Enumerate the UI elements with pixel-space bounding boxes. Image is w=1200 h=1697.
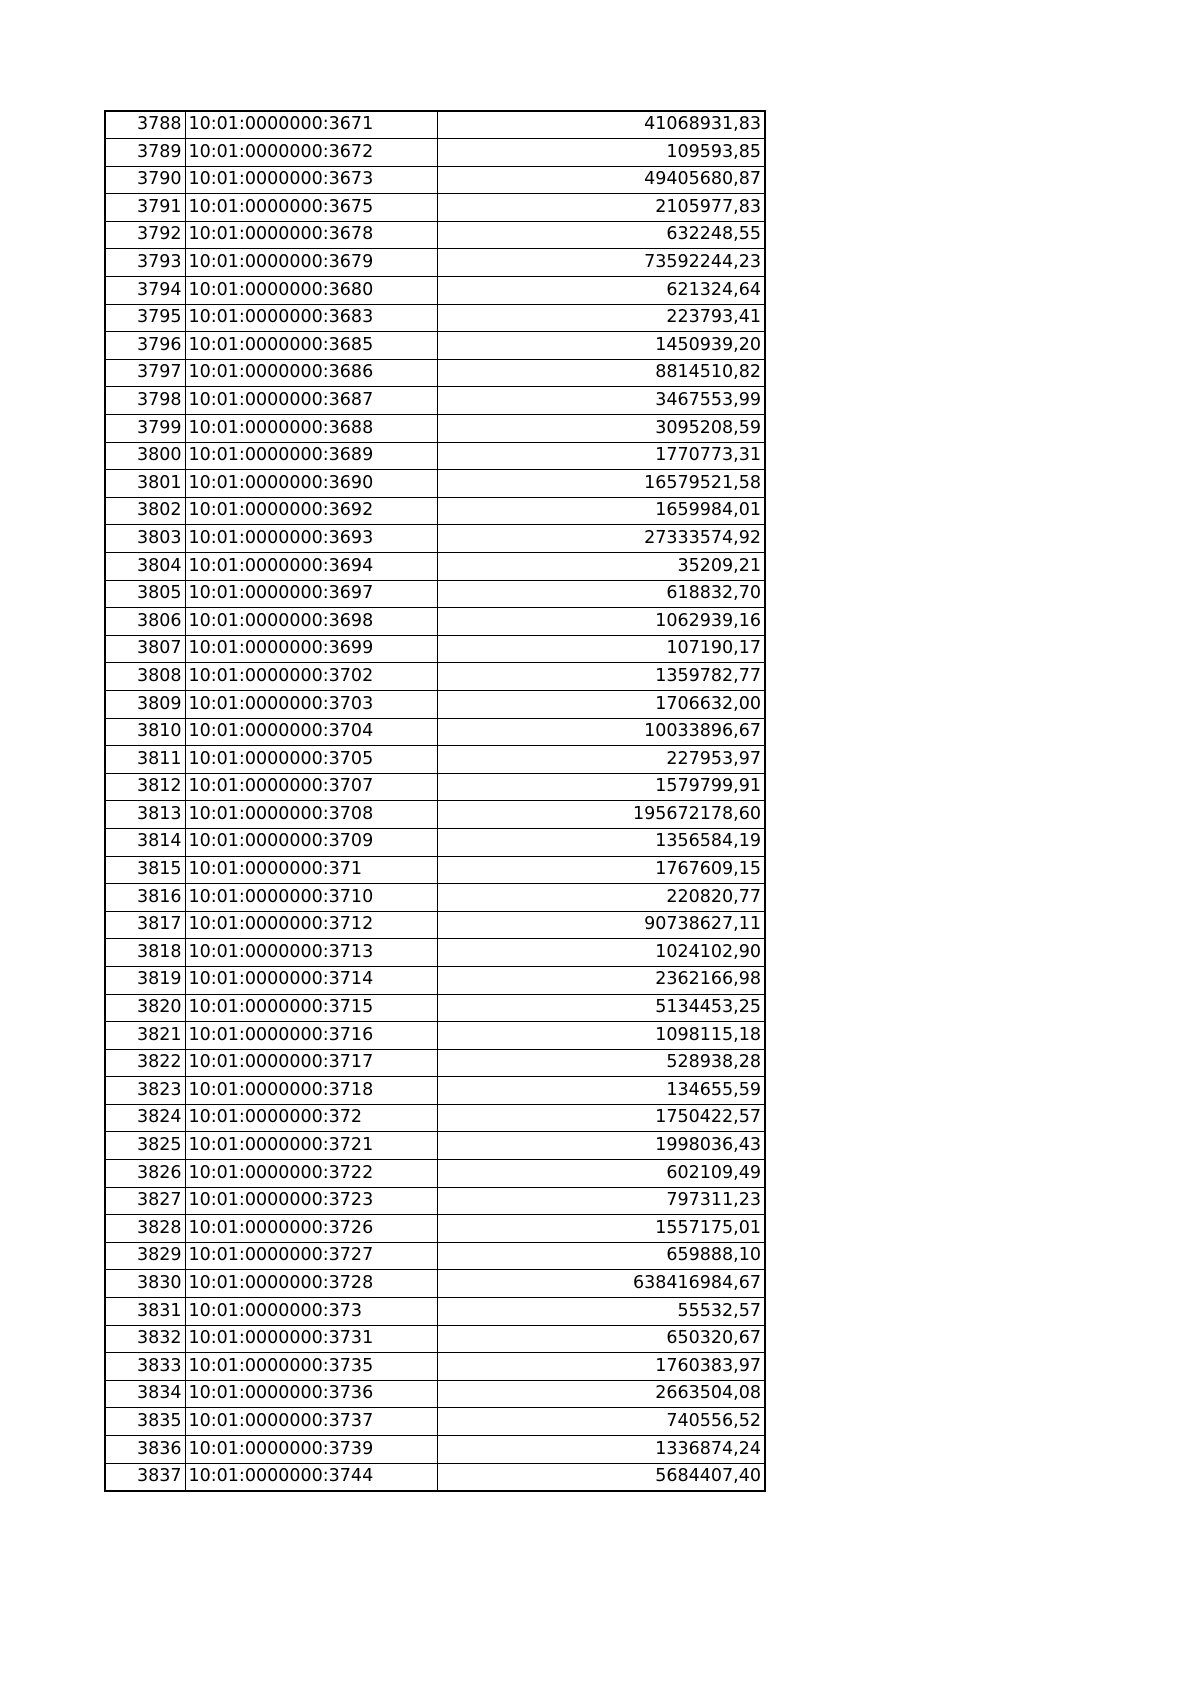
value-cell: 27333574,92 [437, 525, 765, 553]
cadastral-number-cell: 10:01:0000000:3709 [185, 828, 437, 856]
table-row [105, 856, 765, 884]
data-table [104, 110, 766, 1492]
table-row [105, 801, 765, 829]
row-number-cell: 3804 [105, 553, 185, 581]
row-number-cell: 3817 [105, 911, 185, 939]
row-number-cell: 3835 [105, 1408, 185, 1436]
value-cell: 107190,17 [437, 635, 765, 663]
value-cell: 740556,52 [437, 1408, 765, 1436]
value-cell: 621324,64 [437, 277, 765, 305]
cadastral-number-cell: 10:01:0000000:3736 [185, 1380, 437, 1408]
value-cell: 1098115,18 [437, 1022, 765, 1050]
table-row [105, 525, 765, 553]
cadastral-number-cell: 10:01:0000000:3698 [185, 608, 437, 636]
row-number-cell: 3791 [105, 194, 185, 222]
row-number-cell: 3794 [105, 277, 185, 305]
row-number-cell: 3825 [105, 1132, 185, 1160]
value-cell: 35209,21 [437, 553, 765, 581]
cadastral-number-cell: 10:01:0000000:3672 [185, 139, 437, 167]
row-number-cell: 3818 [105, 939, 185, 967]
cadastral-number-cell: 10:01:0000000:3673 [185, 166, 437, 194]
table-row [105, 277, 765, 305]
table-row [105, 1160, 765, 1188]
value-cell: 528938,28 [437, 1049, 765, 1077]
row-number-cell: 3821 [105, 1022, 185, 1050]
cadastral-number-cell: 10:01:0000000:3708 [185, 801, 437, 829]
value-cell: 55532,57 [437, 1298, 765, 1326]
cadastral-number-cell: 10:01:0000000:373 [185, 1298, 437, 1326]
cadastral-number-cell: 10:01:0000000:3714 [185, 966, 437, 994]
table-row [105, 580, 765, 608]
table-row [105, 1353, 765, 1381]
value-cell: 618832,70 [437, 580, 765, 608]
value-cell: 638416984,67 [437, 1270, 765, 1298]
value-cell: 797311,23 [437, 1187, 765, 1215]
row-number-cell: 3788 [105, 111, 185, 139]
table-row [105, 1104, 765, 1132]
table-row [105, 690, 765, 718]
row-number-cell: 3797 [105, 359, 185, 387]
table-row [105, 553, 765, 581]
cadastral-number-cell: 10:01:0000000:3680 [185, 277, 437, 305]
value-cell: 650320,67 [437, 1325, 765, 1353]
cadastral-number-cell: 10:01:0000000:3703 [185, 690, 437, 718]
table-row [105, 470, 765, 498]
cadastral-number-cell: 10:01:0000000:3671 [185, 111, 437, 139]
cadastral-number-cell: 10:01:0000000:3687 [185, 387, 437, 415]
cadastral-number-cell: 10:01:0000000:3712 [185, 911, 437, 939]
cadastral-number-cell: 10:01:0000000:3683 [185, 304, 437, 332]
value-cell: 1760383,97 [437, 1353, 765, 1381]
row-number-cell: 3823 [105, 1077, 185, 1105]
cadastral-number-cell: 10:01:0000000:3694 [185, 553, 437, 581]
cadastral-number-cell: 10:01:0000000:3689 [185, 442, 437, 470]
value-cell: 10033896,67 [437, 718, 765, 746]
table-row [105, 911, 765, 939]
cadastral-number-cell: 10:01:0000000:3716 [185, 1022, 437, 1050]
value-cell: 90738627,11 [437, 911, 765, 939]
row-number-cell: 3813 [105, 801, 185, 829]
value-cell: 8814510,82 [437, 359, 765, 387]
row-number-cell: 3831 [105, 1298, 185, 1326]
value-cell: 2105977,83 [437, 194, 765, 222]
cadastral-number-cell: 10:01:0000000:3731 [185, 1325, 437, 1353]
cadastral-number-cell: 10:01:0000000:3704 [185, 718, 437, 746]
table-row [105, 359, 765, 387]
row-number-cell: 3830 [105, 1270, 185, 1298]
table-row [105, 442, 765, 470]
value-cell: 602109,49 [437, 1160, 765, 1188]
row-number-cell: 3810 [105, 718, 185, 746]
table-row [105, 1077, 765, 1105]
table-row [105, 966, 765, 994]
table-row [105, 111, 765, 139]
table-row [105, 635, 765, 663]
value-cell: 1557175,01 [437, 1215, 765, 1243]
table-row [105, 718, 765, 746]
row-number-cell: 3795 [105, 304, 185, 332]
cadastral-number-cell: 10:01:0000000:3744 [185, 1463, 437, 1491]
value-cell: 632248,55 [437, 221, 765, 249]
value-cell: 1767609,15 [437, 856, 765, 884]
value-cell: 1706632,00 [437, 690, 765, 718]
row-number-cell: 3827 [105, 1187, 185, 1215]
value-cell: 1770773,31 [437, 442, 765, 470]
table-row [105, 415, 765, 443]
row-number-cell: 3828 [105, 1215, 185, 1243]
row-number-cell: 3792 [105, 221, 185, 249]
cadastral-number-cell: 10:01:0000000:3678 [185, 221, 437, 249]
table-row [105, 387, 765, 415]
value-cell: 1062939,16 [437, 608, 765, 636]
value-cell: 73592244,23 [437, 249, 765, 277]
row-number-cell: 3815 [105, 856, 185, 884]
cadastral-number-cell: 10:01:0000000:3718 [185, 1077, 437, 1105]
row-number-cell: 3801 [105, 470, 185, 498]
cadastral-number-cell: 10:01:0000000:3739 [185, 1436, 437, 1464]
value-cell: 1356584,19 [437, 828, 765, 856]
cadastral-number-cell: 10:01:0000000:3726 [185, 1215, 437, 1243]
value-cell: 1998036,43 [437, 1132, 765, 1160]
row-number-cell: 3826 [105, 1160, 185, 1188]
table-row [105, 1215, 765, 1243]
row-number-cell: 3816 [105, 884, 185, 912]
value-cell: 195672178,60 [437, 801, 765, 829]
cadastral-number-cell: 10:01:0000000:3713 [185, 939, 437, 967]
value-cell: 1659984,01 [437, 497, 765, 525]
table-row [105, 1022, 765, 1050]
value-cell: 5684407,40 [437, 1463, 765, 1491]
value-cell: 3467553,99 [437, 387, 765, 415]
cadastral-number-cell: 10:01:0000000:3707 [185, 773, 437, 801]
table-row [105, 304, 765, 332]
row-number-cell: 3819 [105, 966, 185, 994]
value-cell: 1750422,57 [437, 1104, 765, 1132]
row-number-cell: 3829 [105, 1242, 185, 1270]
value-cell: 5134453,25 [437, 994, 765, 1022]
cadastral-number-cell: 10:01:0000000:371 [185, 856, 437, 884]
value-cell: 227953,97 [437, 746, 765, 774]
cadastral-number-cell: 10:01:0000000:3727 [185, 1242, 437, 1270]
cadastral-number-cell: 10:01:0000000:3692 [185, 497, 437, 525]
table-row [105, 497, 765, 525]
row-number-cell: 3793 [105, 249, 185, 277]
table-row [105, 221, 765, 249]
cadastral-number-cell: 10:01:0000000:3679 [185, 249, 437, 277]
table-row [105, 773, 765, 801]
row-number-cell: 3832 [105, 1325, 185, 1353]
row-number-cell: 3837 [105, 1463, 185, 1491]
value-cell: 2362166,98 [437, 966, 765, 994]
row-number-cell: 3811 [105, 746, 185, 774]
cadastral-number-cell: 10:01:0000000:3685 [185, 332, 437, 360]
table-body [105, 111, 765, 1491]
cadastral-number-cell: 10:01:0000000:3688 [185, 415, 437, 443]
value-cell: 109593,85 [437, 139, 765, 167]
cadastral-number-cell: 10:01:0000000:3693 [185, 525, 437, 553]
value-cell: 134655,59 [437, 1077, 765, 1105]
cadastral-number-cell: 10:01:0000000:3721 [185, 1132, 437, 1160]
table-row [105, 884, 765, 912]
row-number-cell: 3833 [105, 1353, 185, 1381]
row-number-cell: 3808 [105, 663, 185, 691]
cadastral-number-cell: 10:01:0000000:3675 [185, 194, 437, 222]
row-number-cell: 3799 [105, 415, 185, 443]
value-cell: 1336874,24 [437, 1436, 765, 1464]
table-row [105, 994, 765, 1022]
table-row [105, 1325, 765, 1353]
row-number-cell: 3822 [105, 1049, 185, 1077]
row-number-cell: 3820 [105, 994, 185, 1022]
row-number-cell: 3836 [105, 1436, 185, 1464]
row-number-cell: 3798 [105, 387, 185, 415]
row-number-cell: 3790 [105, 166, 185, 194]
value-cell: 41068931,83 [437, 111, 765, 139]
value-cell: 1450939,20 [437, 332, 765, 360]
cadastral-number-cell: 10:01:0000000:3705 [185, 746, 437, 774]
table-row [105, 608, 765, 636]
value-cell: 1579799,91 [437, 773, 765, 801]
table-row [105, 1049, 765, 1077]
cadastral-number-cell: 10:01:0000000:3723 [185, 1187, 437, 1215]
row-number-cell: 3834 [105, 1380, 185, 1408]
value-cell: 49405680,87 [437, 166, 765, 194]
row-number-cell: 3789 [105, 139, 185, 167]
table-row [105, 1408, 765, 1436]
table-row [105, 166, 765, 194]
row-number-cell: 3805 [105, 580, 185, 608]
table-row [105, 939, 765, 967]
value-cell: 659888,10 [437, 1242, 765, 1270]
row-number-cell: 3812 [105, 773, 185, 801]
table-row [105, 249, 765, 277]
row-number-cell: 3796 [105, 332, 185, 360]
table-row [105, 332, 765, 360]
table-row [105, 1463, 765, 1491]
table-row [105, 1242, 765, 1270]
cadastral-number-cell: 10:01:0000000:3722 [185, 1160, 437, 1188]
cadastral-number-cell: 10:01:0000000:3697 [185, 580, 437, 608]
value-cell: 1024102,90 [437, 939, 765, 967]
cadastral-number-cell: 10:01:0000000:3715 [185, 994, 437, 1022]
table-row [105, 1187, 765, 1215]
cadastral-number-cell: 10:01:0000000:3710 [185, 884, 437, 912]
table-row [105, 139, 765, 167]
row-number-cell: 3814 [105, 828, 185, 856]
table-row [105, 1270, 765, 1298]
cadastral-number-cell: 10:01:0000000:3686 [185, 359, 437, 387]
row-number-cell: 3802 [105, 497, 185, 525]
row-number-cell: 3800 [105, 442, 185, 470]
value-cell: 1359782,77 [437, 663, 765, 691]
cadastral-number-cell: 10:01:0000000:372 [185, 1104, 437, 1132]
table-row [105, 828, 765, 856]
value-cell: 3095208,59 [437, 415, 765, 443]
cadastral-number-cell: 10:01:0000000:3717 [185, 1049, 437, 1077]
table-row [105, 1132, 765, 1160]
table-row [105, 1380, 765, 1408]
cadastral-number-cell: 10:01:0000000:3737 [185, 1408, 437, 1436]
cadastral-number-cell: 10:01:0000000:3735 [185, 1353, 437, 1381]
value-cell: 220820,77 [437, 884, 765, 912]
cadastral-number-cell: 10:01:0000000:3728 [185, 1270, 437, 1298]
cadastral-number-cell: 10:01:0000000:3702 [185, 663, 437, 691]
table-row [105, 663, 765, 691]
row-number-cell: 3807 [105, 635, 185, 663]
row-number-cell: 3803 [105, 525, 185, 553]
value-cell: 2663504,08 [437, 1380, 765, 1408]
cadastral-number-cell: 10:01:0000000:3699 [185, 635, 437, 663]
cadastral-number-cell: 10:01:0000000:3690 [185, 470, 437, 498]
table-row [105, 746, 765, 774]
table-row [105, 1298, 765, 1326]
value-cell: 16579521,58 [437, 470, 765, 498]
row-number-cell: 3806 [105, 608, 185, 636]
row-number-cell: 3809 [105, 690, 185, 718]
value-cell: 223793,41 [437, 304, 765, 332]
row-number-cell: 3824 [105, 1104, 185, 1132]
table-row [105, 194, 765, 222]
table-row [105, 1436, 765, 1464]
